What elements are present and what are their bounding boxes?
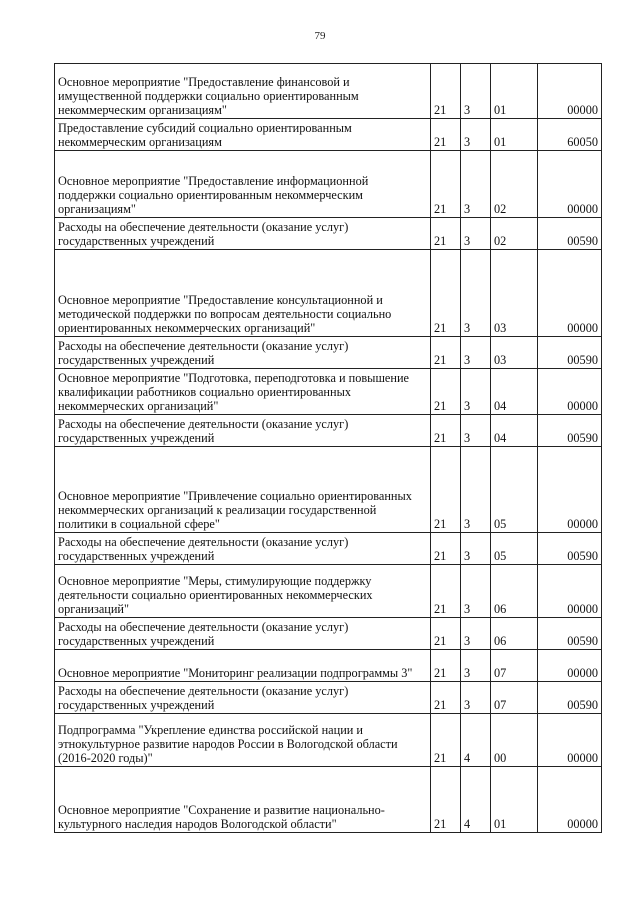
ministry-code-cell: 21: [431, 650, 461, 682]
budget-classification-table: [54, 63, 602, 833]
ministry-code-cell: 21: [431, 565, 461, 618]
row-description-cell: Основное мероприятие "Предоставление консультационной и методической поддержки по вопросам деятельности социально ориентированных некоммерческих организаций": [55, 250, 431, 337]
activity-code-cell: 03: [491, 337, 538, 369]
table-row: [55, 565, 602, 618]
program-code-cell: 3: [461, 650, 491, 682]
program-code-cell: 3: [461, 447, 491, 533]
table-row: [55, 415, 602, 447]
row-description-cell: Основное мероприятие "Предоставление финансовой и имущественной поддержки социально ориентированным некоммерческим организациям": [55, 64, 431, 119]
ministry-code-cell: 21: [431, 64, 461, 119]
row-description-cell: Основное мероприятие "Мониторинг реализации подпрограммы 3": [55, 650, 431, 682]
ministry-code-cell: 21: [431, 369, 461, 415]
ministry-code-cell: 21: [431, 767, 461, 833]
table-row: [55, 714, 602, 767]
table-row: [55, 337, 602, 369]
program-code-cell: 3: [461, 218, 491, 250]
activity-code-cell: 01: [491, 767, 538, 833]
expense-code-cell: 60050: [538, 119, 602, 151]
table-row: [55, 218, 602, 250]
expense-code-cell: 00590: [538, 337, 602, 369]
table-row: [55, 682, 602, 714]
table-row: [55, 369, 602, 415]
row-description-cell: Основное мероприятие "Подготовка, переподготовка и повышение квалификации работников социально ориентированных некоммерческих организаций": [55, 369, 431, 415]
expense-code-cell: 00000: [538, 714, 602, 767]
activity-code-cell: 06: [491, 565, 538, 618]
page-number: 79: [314, 30, 326, 42]
row-description-cell: Расходы на обеспечение деятельности (оказание услуг) государственных учреждений: [55, 618, 431, 650]
ministry-code-cell: 21: [431, 119, 461, 151]
ministry-code-cell: 21: [431, 618, 461, 650]
expense-code-cell: 00590: [538, 533, 602, 565]
ministry-code-cell: 21: [431, 151, 461, 218]
program-code-cell: 3: [461, 565, 491, 618]
ministry-code-cell: 21: [431, 250, 461, 337]
table-row: [55, 533, 602, 565]
expense-code-cell: 00590: [538, 218, 602, 250]
row-description-cell: Расходы на обеспечение деятельности (оказание услуг) государственных учреждений: [55, 218, 431, 250]
program-code-cell: 4: [461, 714, 491, 767]
table-body: [55, 64, 602, 833]
program-code-cell: 4: [461, 767, 491, 833]
row-description-cell: Расходы на обеспечение деятельности (оказание услуг) государственных учреждений: [55, 682, 431, 714]
expense-code-cell: 00590: [538, 415, 602, 447]
ministry-code-cell: 21: [431, 337, 461, 369]
row-description-cell: Предоставление субсидий социально ориентированным некоммерческим организациям: [55, 119, 431, 151]
row-description-cell: Основное мероприятие "Привлечение социально ориентированных некоммерческих организаций к реализации государственной политики в социальной сфере": [55, 447, 431, 533]
activity-code-cell: 05: [491, 533, 538, 565]
activity-code-cell: 02: [491, 218, 538, 250]
row-description-cell: Основное мероприятие "Сохранение и развитие национально-культурного наследия народов Вологодской области": [55, 767, 431, 833]
expense-code-cell: 00590: [538, 682, 602, 714]
table-row: [55, 151, 602, 218]
expense-code-cell: 00000: [538, 64, 602, 119]
activity-code-cell: 05: [491, 447, 538, 533]
ministry-code-cell: 21: [431, 447, 461, 533]
activity-code-cell: 03: [491, 250, 538, 337]
activity-code-cell: 02: [491, 151, 538, 218]
activity-code-cell: 04: [491, 415, 538, 447]
activity-code-cell: 01: [491, 119, 538, 151]
expense-code-cell: 00000: [538, 650, 602, 682]
program-code-cell: 3: [461, 119, 491, 151]
program-code-cell: 3: [461, 682, 491, 714]
expense-code-cell: 00000: [538, 250, 602, 337]
activity-code-cell: 06: [491, 618, 538, 650]
table-row: [55, 64, 602, 119]
table-row: [55, 650, 602, 682]
expense-code-cell: 00000: [538, 565, 602, 618]
expense-code-cell: 00590: [538, 618, 602, 650]
expense-code-cell: 00000: [538, 447, 602, 533]
ministry-code-cell: 21: [431, 682, 461, 714]
table-row: [55, 447, 602, 533]
row-description-cell: Основное мероприятие "Предоставление информационной поддержки социально ориентированным некоммерческим организациям": [55, 151, 431, 218]
expense-code-cell: 00000: [538, 767, 602, 833]
expense-code-cell: 00000: [538, 151, 602, 218]
expense-code-cell: 00000: [538, 369, 602, 415]
row-description-cell: Основное мероприятие "Меры, стимулирующие поддержку деятельности социально ориентированных некоммерческих организаций": [55, 565, 431, 618]
activity-code-cell: 00: [491, 714, 538, 767]
table-row: [55, 250, 602, 337]
activity-code-cell: 04: [491, 369, 538, 415]
ministry-code-cell: 21: [431, 533, 461, 565]
program-code-cell: 3: [461, 533, 491, 565]
activity-code-cell: 07: [491, 682, 538, 714]
row-description-cell: Расходы на обеспечение деятельности (оказание услуг) государственных учреждений: [55, 415, 431, 447]
program-code-cell: 3: [461, 250, 491, 337]
ministry-code-cell: 21: [431, 415, 461, 447]
program-code-cell: 3: [461, 415, 491, 447]
program-code-cell: 3: [461, 337, 491, 369]
program-code-cell: 3: [461, 64, 491, 119]
program-code-cell: 3: [461, 151, 491, 218]
ministry-code-cell: 21: [431, 218, 461, 250]
program-code-cell: 3: [461, 618, 491, 650]
activity-code-cell: 07: [491, 650, 538, 682]
row-description-cell: Расходы на обеспечение деятельности (оказание услуг) государственных учреждений: [55, 337, 431, 369]
table-row: [55, 767, 602, 833]
program-code-cell: 3: [461, 369, 491, 415]
table-row: [55, 618, 602, 650]
row-description-cell: Подпрограмма "Укрепление единства российской нации и этнокультурное развитие народов России в Вологодской области (2016-2020 годы)": [55, 714, 431, 767]
ministry-code-cell: 21: [431, 714, 461, 767]
activity-code-cell: 01: [491, 64, 538, 119]
row-description-cell: Расходы на обеспечение деятельности (оказание услуг) государственных учреждений: [55, 533, 431, 565]
table-row: [55, 119, 602, 151]
